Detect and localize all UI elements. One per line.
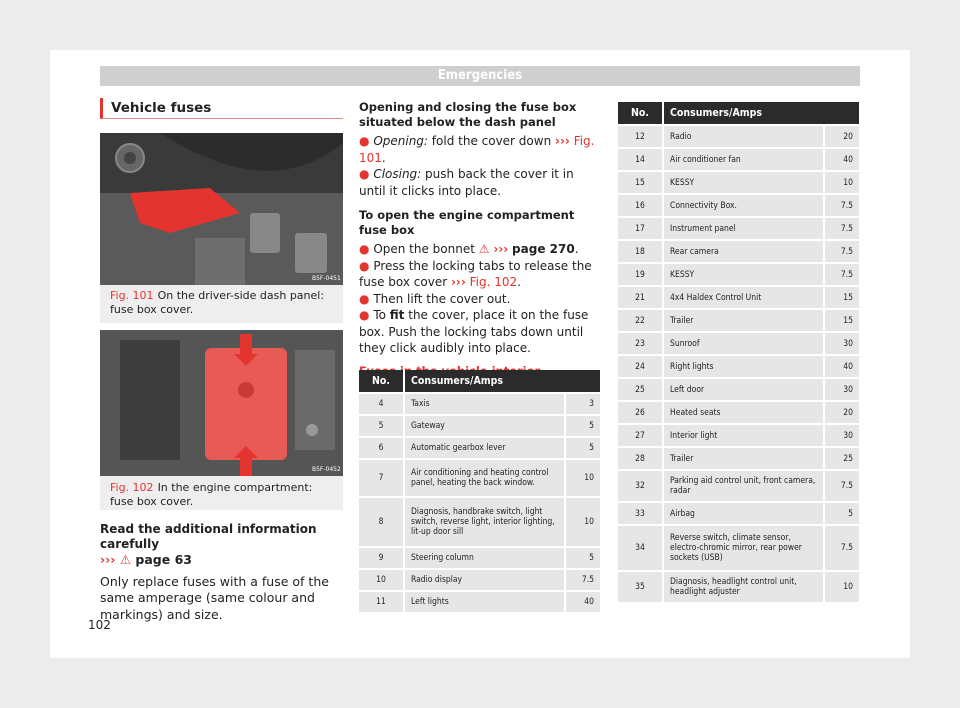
fuse-table-2 (618, 100, 859, 604)
cell-consumer: Trailer (664, 310, 823, 331)
caption-text: In the engine compartment: fuse box cover. (110, 481, 313, 508)
table-row (618, 448, 859, 469)
figure-caption (110, 289, 338, 316)
cell-number: 26 (618, 402, 664, 423)
cell-number: 24 (618, 356, 664, 377)
table-row (618, 402, 859, 423)
figure-102 (100, 330, 343, 510)
cell-consumer: Interior light (664, 425, 823, 446)
cell-number: 16 (618, 195, 664, 216)
closing-text: push back the cover it in until it clicks into place. (359, 167, 574, 198)
fuse-table-2-wrap (618, 100, 859, 604)
cell-amps: 30 (823, 379, 859, 400)
step4-post: the cover, place it on the fuse box. Push the locking tabs down until they click audibly into place. (359, 308, 589, 355)
cell-amps: 30 (823, 425, 859, 446)
table-row (618, 425, 859, 446)
cell-number: 11 (359, 592, 405, 612)
engine-step-3 (359, 291, 599, 308)
cell-consumer: Connectivity Box. (664, 195, 823, 216)
cell-consumer: KESSY (664, 172, 823, 193)
warning-icon: ⚠ (478, 242, 490, 256)
engine-title: To open the engine compartment fuse box (359, 208, 575, 237)
cell-consumer: Taxis (405, 394, 564, 414)
cell-consumer: Rear camera (664, 241, 823, 262)
table-row (359, 498, 600, 546)
cell-amps: 20 (823, 402, 859, 423)
arrow-icon: ››› (555, 134, 570, 148)
column-consumers: Consumers/Amps (405, 370, 600, 392)
cell-number: 8 (359, 498, 405, 546)
left-column (100, 98, 343, 119)
arrow-icon: ››› (100, 552, 116, 567)
cell-amps: 5 (823, 503, 859, 524)
cell-consumer: Gateway (405, 416, 564, 436)
fig-102-link[interactable]: Fig. 102 (469, 275, 518, 289)
cell-number: 35 (618, 572, 664, 602)
cell-consumer: Left lights (405, 592, 564, 612)
table-row (359, 570, 600, 590)
cell-number: 15 (618, 172, 664, 193)
bullet-icon: ● (359, 291, 370, 306)
table-row (618, 287, 859, 308)
engine-compartment-image (100, 330, 343, 476)
table-row (618, 471, 859, 501)
bullet-icon: ● (359, 242, 370, 256)
cell-consumer: Instrument panel (664, 218, 823, 239)
dash-panel-image (100, 133, 343, 285)
table-row (618, 503, 859, 524)
read-more-link[interactable]: page 63 (135, 552, 192, 567)
cell-consumer: Heated seats (664, 402, 823, 423)
cell-consumer: Diagnosis, handbrake switch, light switch, reverse light, interior lighting, lit-up door sill (405, 498, 564, 546)
cell-amps: 10 (823, 572, 859, 602)
closing-step (359, 166, 599, 199)
cell-consumer: Air conditioning and heating control panel, heating the back window. (405, 460, 564, 496)
figure-number: Fig. 101 (110, 289, 154, 302)
cell-amps: 5 (564, 548, 600, 568)
cell-amps: 25 (823, 448, 859, 469)
middle-column (359, 100, 599, 379)
arrow-icon: ››› (450, 275, 466, 289)
caption-text: On the driver-side dash panel: fuse box cover. (110, 289, 325, 316)
opening-label: Opening: (373, 134, 428, 148)
opening-step: ● Opening: fold the cover down ››› Fig. 101. (359, 134, 595, 165)
cell-amps: 15 (823, 287, 859, 308)
table-row (618, 126, 859, 147)
cell-number: 5 (359, 416, 405, 436)
cell-consumer: Air conditioner fan (664, 149, 823, 170)
cell-consumer: Steering column (405, 548, 564, 568)
cell-amps: 15 (823, 310, 859, 331)
fusebox-title: Opening and closing the fuse box situated below the dash panel (359, 100, 577, 129)
cell-consumer: Parking aid control unit, front camera, radar (664, 471, 823, 501)
table-body (618, 126, 859, 602)
cell-number: 33 (618, 503, 664, 524)
column-no: No. (618, 102, 664, 124)
table-row (618, 310, 859, 331)
table-row (618, 264, 859, 285)
table-row (618, 526, 859, 570)
step2-text: Press the locking tabs to release the fuse box cover (359, 258, 592, 289)
read-more-link-row[interactable] (100, 552, 340, 569)
cell-consumer: Sunroof (664, 333, 823, 354)
figure-101 (100, 133, 343, 323)
step4-pre: To (373, 308, 386, 322)
cell-amps: 10 (564, 460, 600, 496)
cell-number: 12 (618, 126, 664, 147)
step1-text: Open the bonnet (373, 242, 475, 256)
cell-amps: 40 (823, 149, 859, 170)
figure-number: Fig. 102 (110, 481, 154, 494)
cell-consumer: Right lights (664, 356, 823, 377)
table-row (618, 172, 859, 193)
bullet-icon: ● (359, 258, 370, 273)
cell-number: 25 (618, 379, 664, 400)
engine-step-2: ● Press the locking tabs to release the fuse box cover ››› Fig. 102. (359, 258, 592, 289)
cell-amps: 7.5 (823, 218, 859, 239)
cell-amps: 20 (823, 126, 859, 147)
table-row (618, 218, 859, 239)
cell-consumer: Left door (664, 379, 823, 400)
table-row (618, 379, 859, 400)
intro-text: Only replace fuses with a fuse of the same amperage (same colour and markings) and size. (100, 573, 329, 622)
figure-caption (110, 481, 338, 508)
step3-text: Then lift the cover out. (373, 291, 511, 306)
figure-code: B5F-0451 (312, 275, 341, 282)
arrow-icon: ››› (493, 242, 509, 256)
cell-number: 14 (618, 149, 664, 170)
cell-number: 28 (618, 448, 664, 469)
table-row (618, 356, 859, 377)
fuse-table-1-wrap (359, 368, 600, 614)
figure-code: B5F-0452 (312, 466, 341, 473)
cell-amps: 10 (564, 498, 600, 546)
table-header-row (618, 102, 859, 124)
opening-text: fold the cover down (431, 134, 552, 148)
cell-number: 32 (618, 471, 664, 501)
cell-consumer: Airbag (664, 503, 823, 524)
table-row (359, 460, 600, 496)
cell-consumer: Automatic gearbox lever (405, 438, 564, 458)
cell-amps: 40 (564, 592, 600, 612)
cell-amps: 7.5 (564, 570, 600, 590)
page-270-link[interactable]: page 270 (512, 242, 575, 256)
cell-amps: 30 (823, 333, 859, 354)
table-row (618, 572, 859, 602)
cell-number: 23 (618, 333, 664, 354)
cell-amps: 7.5 (823, 471, 859, 501)
bullet-icon: ● (359, 134, 370, 148)
read-more-title: Read the additional information carefully (100, 522, 317, 551)
bullet-icon: ● (359, 167, 370, 181)
closing-label: Closing: (373, 167, 422, 181)
cell-amps: 7.5 (823, 526, 859, 570)
table-row (618, 149, 859, 170)
cell-number: 19 (618, 264, 664, 285)
cell-consumer: 4x4 Haldex Control Unit (664, 287, 823, 308)
table-row (359, 438, 600, 458)
bullet-icon: ● (359, 308, 370, 322)
cell-amps: 5 (564, 438, 600, 458)
cell-number: 4 (359, 394, 405, 414)
fig-101-link[interactable]: Fig. 101 (359, 134, 595, 165)
table-row (359, 548, 600, 568)
cell-amps: 7.5 (823, 241, 859, 262)
cell-number: 6 (359, 438, 405, 458)
fuse-table-1 (359, 368, 600, 614)
table-row (359, 394, 600, 414)
cell-number: 27 (618, 425, 664, 446)
cell-number: 10 (359, 570, 405, 590)
cell-number: 9 (359, 548, 405, 568)
cell-amps: 7.5 (823, 264, 859, 285)
cell-amps: 7.5 (823, 195, 859, 216)
column-consumers: Consumers/Amps (664, 102, 859, 124)
table-row (618, 333, 859, 354)
engine-step-1: ● Open the bonnet ⚠ ››› page 270. (359, 242, 579, 256)
cell-consumer: Reverse switch, climate sensor, electro-chromic mirror, rear power sockets (USB) (664, 526, 823, 570)
table-row (618, 241, 859, 262)
chapter-banner: Emergencies (100, 66, 860, 86)
table-row (359, 592, 600, 612)
cell-number: 17 (618, 218, 664, 239)
cell-consumer: KESSY (664, 264, 823, 285)
engine-step-4 (359, 307, 599, 357)
cell-consumer: Diagnosis, headlight control unit, headlight adjuster (664, 572, 823, 602)
cell-amps: 3 (564, 394, 600, 414)
cell-consumer: Radio (664, 126, 823, 147)
cell-amps: 10 (823, 172, 859, 193)
page-number: 102 (88, 618, 111, 632)
read-more-block (100, 522, 340, 623)
cell-consumer: Trailer (664, 448, 823, 469)
warning-book-icon: ⚠ (119, 552, 132, 567)
cell-number: 18 (618, 241, 664, 262)
table-header-row (359, 370, 600, 392)
table-row (618, 195, 859, 216)
section-title: Vehicle fuses (100, 98, 343, 119)
cell-number: 22 (618, 310, 664, 331)
table-row (359, 416, 600, 436)
cell-consumer: Radio display (405, 570, 564, 590)
cell-amps: 40 (823, 356, 859, 377)
cell-number: 34 (618, 526, 664, 570)
cell-amps: 5 (564, 416, 600, 436)
table-body (359, 394, 600, 612)
cell-number: 21 (618, 287, 664, 308)
cell-number: 7 (359, 460, 405, 496)
column-no: No. (359, 370, 405, 392)
step4-bold: fit (389, 308, 405, 322)
